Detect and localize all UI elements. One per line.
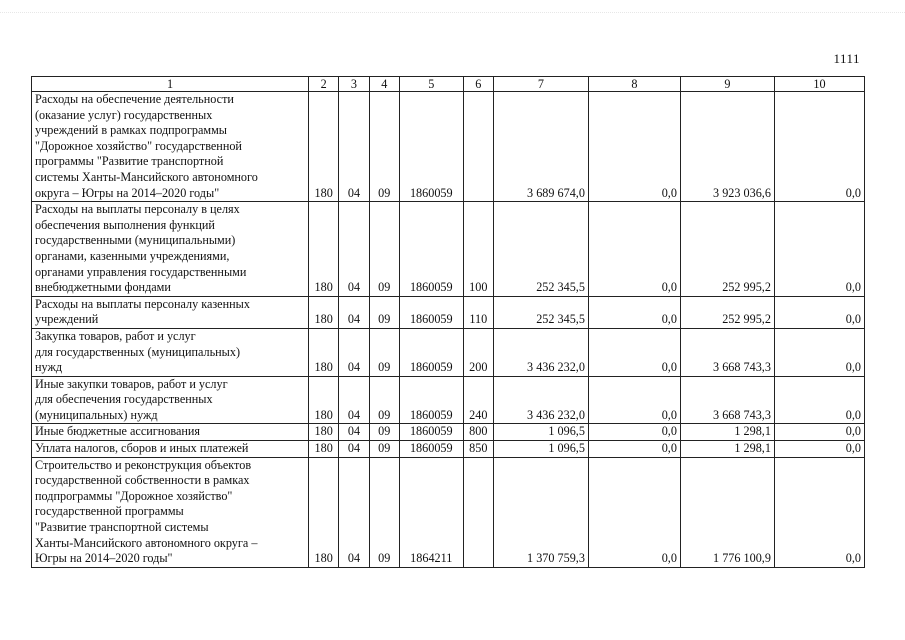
expense-name: Иные закупки товаров, работ и услуг для обеспечения государственных (муниципальных) нужд [32,376,309,424]
column-header-1: 1 [32,77,309,92]
code-target: 1860059 [399,328,463,376]
amount-col-7: 3 689 674,0 [493,92,588,202]
amount-col-8: 0,0 [588,328,680,376]
column-header-4: 4 [369,77,399,92]
code-ministry: 180 [308,376,338,424]
amount-col-9: 1 298,1 [680,441,774,458]
code-subsection: 09 [369,441,399,458]
table-row [32,441,865,458]
budget-table [31,76,865,568]
code-section: 04 [339,92,369,202]
code-target: 1860059 [399,202,463,297]
code-expense-type: 240 [463,376,493,424]
code-section: 04 [339,376,369,424]
amount-col-10: 0,0 [774,441,864,458]
amount-col-10: 0,0 [774,202,864,297]
amount-col-8: 0,0 [588,441,680,458]
amount-col-9: 1 298,1 [680,424,774,441]
column-header-10: 10 [774,77,864,92]
amount-col-9: 3 668 743,3 [680,376,774,424]
amount-col-8: 0,0 [588,202,680,297]
expense-name: Закупка товаров, работ и услуг для государственных (муниципальных) нужд [32,328,309,376]
column-header-7: 7 [493,77,588,92]
code-expense-type: 110 [463,296,493,328]
code-subsection: 09 [369,376,399,424]
amount-col-7: 3 436 232,0 [493,328,588,376]
scan-artifact-strip [0,0,905,13]
code-section: 04 [339,441,369,458]
column-header-6: 6 [463,77,493,92]
table-row [32,92,865,202]
column-header-8: 8 [588,77,680,92]
code-section: 04 [339,328,369,376]
expense-name: Расходы на выплаты персоналу казенных учреждений [32,296,309,328]
code-target: 1864211 [399,457,463,567]
code-ministry: 180 [308,202,338,297]
amount-col-7: 252 345,5 [493,296,588,328]
code-target: 1860059 [399,441,463,458]
code-expense-type: 100 [463,202,493,297]
expense-name: Иные бюджетные ассигнования [32,424,309,441]
column-header-3: 3 [339,77,369,92]
amount-col-7: 3 436 232,0 [493,376,588,424]
code-subsection: 09 [369,424,399,441]
code-ministry: 180 [308,92,338,202]
code-subsection: 09 [369,202,399,297]
amount-col-9: 3 668 743,3 [680,328,774,376]
table-row [32,202,865,297]
amount-col-8: 0,0 [588,457,680,567]
code-subsection: 09 [369,92,399,202]
amount-col-7: 252 345,5 [493,202,588,297]
amount-col-8: 0,0 [588,376,680,424]
page-number: 1111 [833,51,860,66]
code-ministry: 180 [308,328,338,376]
table-row [32,328,865,376]
code-ministry: 180 [308,424,338,441]
code-subsection: 09 [369,457,399,567]
amount-col-9: 1 776 100,9 [680,457,774,567]
amount-col-10: 0,0 [774,424,864,441]
amount-col-8: 0,0 [588,92,680,202]
table-row [32,376,865,424]
table-row [32,296,865,328]
column-header-9: 9 [680,77,774,92]
code-ministry: 180 [308,441,338,458]
column-header-2: 2 [308,77,338,92]
code-expense-type: 800 [463,424,493,441]
amount-col-10: 0,0 [774,376,864,424]
amount-col-9: 252 995,2 [680,202,774,297]
amount-col-8: 0,0 [588,424,680,441]
code-expense-type [463,92,493,202]
code-subsection: 09 [369,296,399,328]
amount-col-7: 1 370 759,3 [493,457,588,567]
code-ministry: 180 [308,296,338,328]
code-target: 1860059 [399,296,463,328]
code-expense-type: 200 [463,328,493,376]
amount-col-9: 3 923 036,6 [680,92,774,202]
amount-col-7: 1 096,5 [493,424,588,441]
code-section: 04 [339,424,369,441]
code-target: 1860059 [399,92,463,202]
code-expense-type: 850 [463,441,493,458]
code-target: 1860059 [399,376,463,424]
amount-col-7: 1 096,5 [493,441,588,458]
code-expense-type [463,457,493,567]
table-row [32,457,865,567]
expense-name: Расходы на обеспечение деятельности (оказание услуг) государственных учреждений в рамках подпрограммы "Дорожное хозяйство" государственной программы "Развитие транспортной системы Ханты-Мансийского автономного округа – Югры на 2014–2020 годы" [32,92,309,202]
amount-col-8: 0,0 [588,296,680,328]
amount-col-10: 0,0 [774,328,864,376]
expense-name: Строительство и реконструкция объектов государственной собственности в рамках подпрограммы "Дорожное хозяйство" государственной программы "Развитие транспортной системы Ханты-Мансийского автономного округа – Югры на 2014–2020 годы" [32,457,309,567]
header-row [32,77,865,92]
code-subsection: 09 [369,328,399,376]
code-section: 04 [339,296,369,328]
code-target: 1860059 [399,424,463,441]
amount-col-10: 0,0 [774,457,864,567]
code-section: 04 [339,202,369,297]
amount-col-10: 0,0 [774,296,864,328]
table-row [32,424,865,441]
expense-name: Расходы на выплаты персоналу в целях обеспечения выполнения функций государственными (муниципальными) органами, казенными учреждениями, органами управления государственными внебюджетными фондами [32,202,309,297]
amount-col-9: 252 995,2 [680,296,774,328]
column-header-5: 5 [399,77,463,92]
expense-name: Уплата налогов, сборов и иных платежей [32,441,309,458]
code-ministry: 180 [308,457,338,567]
amount-col-10: 0,0 [774,92,864,202]
code-section: 04 [339,457,369,567]
